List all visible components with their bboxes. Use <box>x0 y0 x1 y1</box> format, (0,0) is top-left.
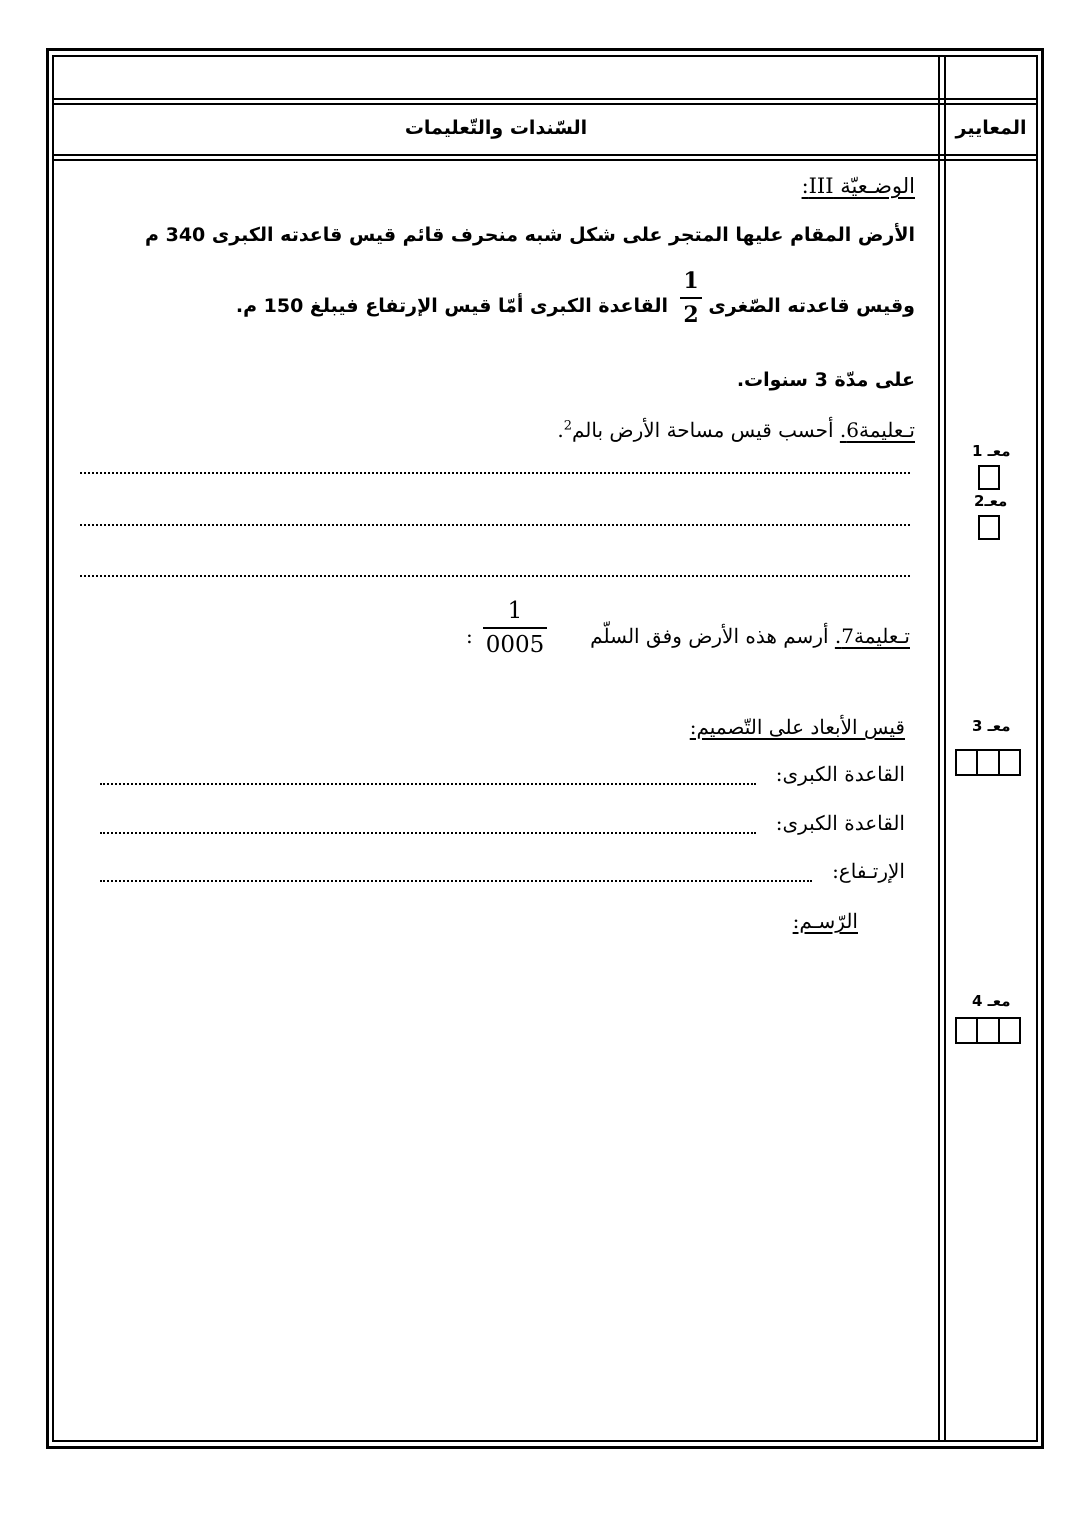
criterion-3-label: معـ 3 <box>972 717 1011 735</box>
fraction-scale-numerator: 1 <box>507 598 523 624</box>
instruction-7 <box>590 624 910 648</box>
situation-line-2a: وقيس قاعدته الصّغرى <box>708 295 915 317</box>
instruction-6-end: . <box>557 418 564 442</box>
criterion-2-box[interactable] <box>978 515 1000 540</box>
drawing-label: الرّسـم: <box>792 909 858 933</box>
large-base-label-2: القاعدة الكبرى: <box>775 811 905 835</box>
fraction-scale <box>483 598 547 658</box>
answer-line-3[interactable] <box>80 575 910 577</box>
instruction-7-text: أرسم هذه الأرض وفق السلّم <box>590 624 829 648</box>
large-base-input-2[interactable] <box>100 832 756 834</box>
large-base-input[interactable] <box>100 783 756 785</box>
criterion-3-box-3[interactable] <box>998 751 1019 774</box>
large-base-label: القاعدة الكبرى: <box>775 762 905 786</box>
height-input[interactable] <box>100 880 812 882</box>
fraction-scale-denominator: 0005 <box>485 632 545 658</box>
criterion-3-box-1[interactable] <box>957 751 976 774</box>
instruction-6-text: أحسب قيس مساحة الأرض بالم <box>572 418 834 442</box>
criterion-4-label: معـ 4 <box>972 992 1011 1010</box>
criterion-1-box[interactable] <box>978 465 1000 490</box>
fraction-half <box>680 268 702 328</box>
criterion-4-boxes[interactable] <box>955 1017 1021 1044</box>
drawing-area[interactable] <box>60 945 930 1435</box>
criteria-header: المعايير <box>955 117 1027 139</box>
instruction-6 <box>557 418 915 442</box>
dimensions-title: قيس الأبعاد على التّصميم: <box>689 715 905 739</box>
situation-line-1: الأرض المقام عليها المتجر على شكل شبه منحرف قائم قيس قاعدته الكبرى 340 م <box>145 224 915 246</box>
answer-line-1[interactable] <box>80 472 910 474</box>
criterion-4-box-1[interactable] <box>957 1019 976 1042</box>
criterion-4-box-3[interactable] <box>998 1019 1019 1042</box>
instruction-6-label: تـعليمة6. <box>839 418 915 442</box>
criterion-3-boxes[interactable] <box>955 749 1021 776</box>
instruction-6-superscript: 2 <box>563 418 572 434</box>
criterion-1-label: معـ 1 <box>972 442 1011 460</box>
criterion-3-box-2[interactable] <box>976 751 997 774</box>
situation-line-3: على مدّة 3 سنوات. <box>736 369 915 391</box>
criterion-4-box-2[interactable] <box>976 1019 997 1042</box>
fraction-half-numerator: 1 <box>683 268 699 294</box>
situation-title: الوضـعيّة III: <box>801 174 915 198</box>
answer-line-2[interactable] <box>80 524 910 526</box>
situation-line-2b: القاعدة الكبرى أمّا قيس الإرتفاع فيبلغ 150 م. <box>235 295 668 317</box>
height-label: الإرتـفاع: <box>832 859 905 883</box>
criterion-2-label: معـ2 <box>974 492 1008 510</box>
instruction-7-colon: : <box>466 624 473 648</box>
main-header: السّندات والتّعليمات <box>404 117 588 139</box>
fraction-half-denominator: 2 <box>683 302 699 328</box>
instruction-7-label: تـعليمة7. <box>834 624 910 648</box>
